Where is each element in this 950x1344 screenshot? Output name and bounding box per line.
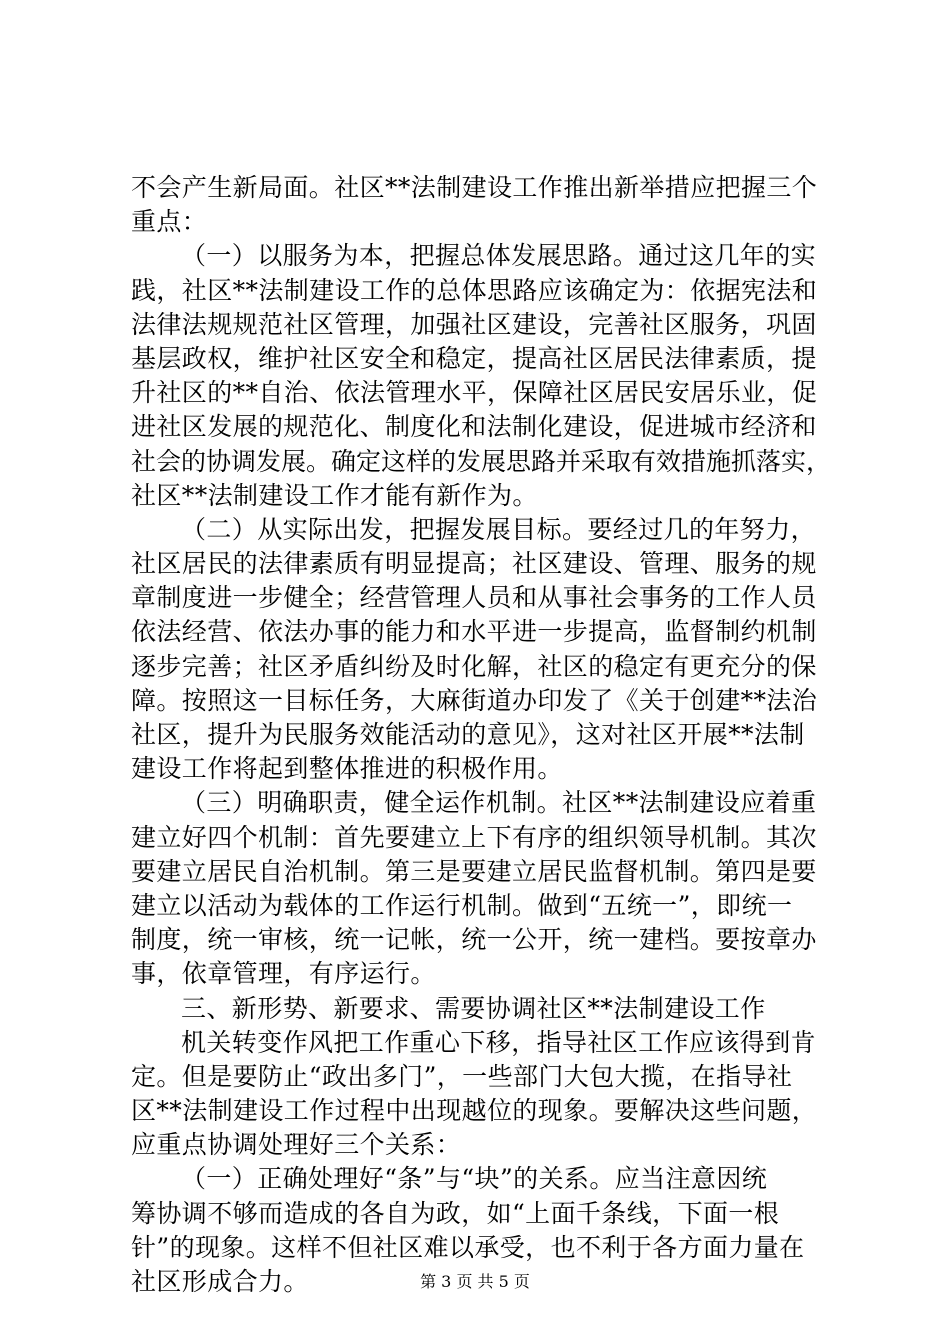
text-line: 依法经营、依法办事的能力和水平进一步提高，监督制约机制 xyxy=(131,617,817,647)
text-line: 障。按照这一目标任务，大麻街道办印发了《关于创建**法治 xyxy=(131,685,818,715)
text-line: 社会的协调发展。确定这样的发展思路并采取有效措施抓落实， xyxy=(131,446,832,476)
text-line: 定。但是要防止“政出多门”，一些部门大包大揽，在指导社 xyxy=(131,1061,793,1091)
text-line: 区**法制建设工作过程中出现越位的现象。要解决这些问题， xyxy=(131,1096,818,1126)
page-number-footer: 第 3 页 共 5 页 xyxy=(420,1272,530,1291)
text-line: 筹协调不够而造成的各自为政，如“上面千条线，下面一根 xyxy=(131,1198,780,1228)
text-line: 要建立居民自治机制。第三是要建立居民监督机制。第四是要 xyxy=(131,856,817,886)
text-line: 建立好四个机制：首先要建立上下有序的组织领导机制。其次 xyxy=(131,822,817,852)
text-line: 不会产生新局面。社区**法制建设工作推出新举措应把握三个 xyxy=(131,173,818,202)
text-line: 社区居民的法律素质有明显提高；社区建设、管理、服务的规 xyxy=(131,549,817,579)
text-line: 升社区的**自治、依法管理水平，保障社区居民安居乐业，促 xyxy=(131,378,818,408)
text-line: 应重点协调处理好三个关系： xyxy=(131,1130,462,1160)
paragraph-start-line: （一）正确处理好“条”与“块”的关系。应当注意因统 xyxy=(181,1164,768,1194)
text-line: 社区，提升为民服务效能活动的意见》，这对社区开展**法制 xyxy=(131,720,805,749)
document-body xyxy=(131,171,831,1299)
text-line: 逐步完善；社区矛盾纠纷及时化解，社区的稳定有更充分的保 xyxy=(131,651,817,681)
text-line: 法律法规规范社区管理，加强社区建设，完善社区服务，巩固 xyxy=(131,309,817,339)
text-line: 制度，统一审核，统一记帐，统一公开，统一建档。要按章办 xyxy=(131,925,817,955)
paragraph-start-line: （一）以服务为本，把握总体发展思路。通过这几年的实 xyxy=(181,241,817,271)
text-line: 践，社区**法制建设工作的总体思路应该确定为：依据宪法和 xyxy=(131,275,818,305)
section-heading: 三、新形势、新要求、需要协调社区**法制建设工作 xyxy=(181,993,766,1023)
paragraph-start-line: （三）明确职责，健全运作机制。社区**法制建设应着重 xyxy=(181,788,817,818)
text-line: 针”的现象。这样不但社区难以承受，也不利于各方面力量在 xyxy=(131,1232,805,1262)
paragraph-start-line: 机关转变作风把工作重心下移，指导社区工作应该得到肯 xyxy=(181,1027,817,1057)
text-line: 进社区发展的规范化、制度化和法制化建设，促进城市经济和 xyxy=(131,412,817,442)
text-line: 重点： xyxy=(131,207,208,237)
paragraph-start-line: （二）从实际出发，把握发展目标。要经过几的年努力， xyxy=(181,514,817,544)
text-line: 章制度进一步健全；经营管理人员和从事社会事务的工作人员 xyxy=(131,583,817,613)
text-line: 建立以活动为载体的工作运行机制。做到“五统一”，即统一 xyxy=(131,890,793,920)
text-line: 建设工作将起到整体推进的积极作用。 xyxy=(131,754,563,784)
text-line: 基层政权，维护社区安全和稳定，提高社区居民法律素质，提 xyxy=(131,343,817,373)
text-line: 社区形成合力。 xyxy=(131,1267,309,1296)
text-line: 事，依章管理，有序运行。 xyxy=(131,959,436,989)
text-line: 社区**法制建设工作才能有新作为。 xyxy=(131,480,538,510)
